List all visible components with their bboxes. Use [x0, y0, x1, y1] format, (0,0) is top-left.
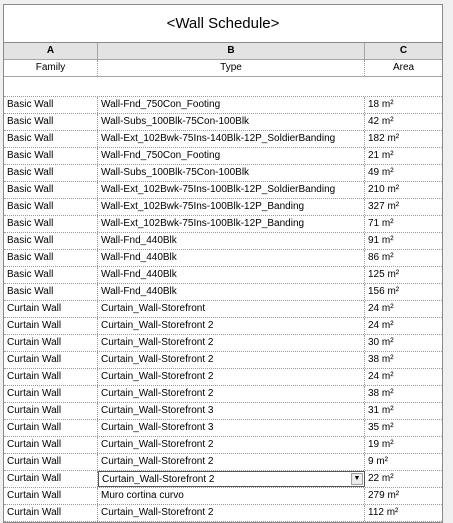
cell-family[interactable]: Curtain Wall	[4, 420, 98, 436]
cell-family[interactable]: Basic Wall	[4, 233, 98, 249]
table-row[interactable]	[4, 97, 442, 114]
table-row[interactable]	[4, 335, 442, 352]
cell-family[interactable]: Basic Wall	[4, 182, 98, 198]
cell-type-label: Curtain_Wall-Storefront 2	[101, 354, 214, 365]
table-row[interactable]	[4, 471, 442, 488]
cell-area[interactable]: 30 m²	[368, 337, 394, 348]
cell-type-label: Wall-Ext_102Bwk-75Ins-100Blk-12P_SoldierBanding	[101, 184, 336, 195]
cell-area[interactable]: 112 m²	[368, 507, 399, 518]
column-letter-c[interactable]: C	[399, 45, 408, 56]
cell-type[interactable]	[98, 97, 365, 113]
table-row[interactable]	[4, 267, 442, 284]
cell-type-label: Curtain_Wall-Storefront 2	[101, 507, 214, 518]
header-spacer-row	[4, 77, 442, 97]
cell-type[interactable]	[98, 131, 365, 147]
column-header-area[interactable]: Area	[392, 62, 415, 73]
cell-type-label: Curtain_Wall-Storefront 2	[101, 439, 214, 450]
cell-type-label: Wall-Fnd_440Blk	[101, 252, 177, 263]
cell-area[interactable]: 279 m²	[368, 490, 400, 501]
cell-family[interactable]: Basic Wall	[4, 131, 98, 147]
cell-type-label: Wall-Fnd_440Blk	[101, 269, 177, 280]
cell-type-label: Wall-Fnd_440Blk	[101, 235, 177, 246]
column-letter-b[interactable]: B	[98, 43, 365, 59]
cell-type[interactable]	[98, 148, 365, 164]
table-row[interactable]	[4, 165, 442, 182]
cell-type-label: Wall-Fnd_440Blk	[101, 286, 177, 297]
wall-schedule-table	[3, 4, 443, 523]
cell-area[interactable]: 49 m²	[368, 167, 394, 178]
cell-area[interactable]: 9 m²	[368, 456, 388, 467]
table-row[interactable]	[4, 148, 442, 165]
column-letter-a[interactable]: A	[4, 43, 98, 59]
cell-family[interactable]: Curtain Wall	[4, 471, 98, 487]
table-row[interactable]	[4, 488, 442, 505]
cell-type[interactable]	[98, 454, 365, 470]
cell-area[interactable]: 125 m²	[368, 269, 400, 280]
table-row[interactable]	[4, 352, 442, 369]
table-row[interactable]	[4, 386, 442, 403]
cell-area[interactable]: 19 m²	[368, 439, 394, 450]
cell-family[interactable]: Basic Wall	[4, 267, 98, 283]
cell-area[interactable]: 38 m²	[368, 388, 394, 399]
cell-type-label: Wall-Ext_102Bwk-75Ins-100Blk-12P_Banding	[101, 218, 305, 229]
cell-type[interactable]	[98, 216, 365, 232]
cell-type-label: Curtain_Wall-Storefront 3	[101, 422, 214, 433]
cell-area[interactable]: 24 m²	[368, 320, 394, 331]
cell-family[interactable]: Basic Wall	[4, 148, 98, 164]
cell-type[interactable]	[98, 505, 365, 521]
cell-family[interactable]: Curtain Wall	[4, 437, 98, 453]
table-row[interactable]	[4, 131, 442, 148]
cell-type-label: Wall-Subs_100Blk-75Con-100Blk	[101, 116, 250, 127]
cell-type[interactable]	[98, 369, 365, 385]
cell-type-label: Curtain_Wall-Storefront 3	[101, 405, 214, 416]
column-name-header	[4, 60, 442, 77]
table-row[interactable]	[4, 505, 442, 522]
table-row[interactable]	[4, 301, 442, 318]
cell-type-label: Curtain_Wall-Storefront 2	[101, 456, 214, 467]
cell-type-label: Curtain_Wall-Storefront 2	[101, 371, 214, 382]
table-row[interactable]	[4, 233, 442, 250]
cell-family[interactable]: Basic Wall	[4, 165, 98, 181]
cell-family[interactable]: Curtain Wall	[4, 369, 98, 385]
cell-area[interactable]: 156 m²	[368, 286, 400, 297]
cell-area[interactable]: 38 m²	[368, 354, 394, 365]
cell-type-label: Wall-Fnd_750Con_Footing	[101, 150, 221, 161]
cell-family[interactable]: Curtain Wall	[4, 403, 98, 419]
table-row[interactable]	[4, 250, 442, 267]
cell-family[interactable]: Curtain Wall	[4, 335, 98, 351]
cell-type[interactable]	[98, 301, 365, 317]
cell-type-label: Curtain_Wall-Storefront 2	[101, 337, 214, 348]
cell-type[interactable]	[98, 284, 365, 300]
table-row[interactable]	[4, 318, 442, 335]
cell-type[interactable]	[98, 182, 365, 198]
cell-type-label: Wall-Subs_100Blk-75Con-100Blk	[101, 167, 250, 178]
table-row[interactable]	[4, 182, 442, 199]
cell-area[interactable]: 21 m²	[368, 150, 394, 161]
cell-area[interactable]: 31 m²	[368, 405, 394, 416]
cell-type-label: Wall-Fnd_750Con_Footing	[101, 99, 221, 110]
table-row[interactable]	[4, 284, 442, 301]
cell-type-label: Wall-Ext_102Bwk-75Ins-140Blk-12P_SoldierBanding	[101, 133, 336, 144]
cell-family[interactable]: Curtain Wall	[4, 318, 98, 334]
cell-type[interactable]	[98, 233, 365, 249]
cell-family[interactable]: Curtain Wall	[4, 386, 98, 402]
table-row[interactable]	[4, 403, 442, 420]
cell-type[interactable]	[98, 437, 365, 453]
cell-area[interactable]: 210 m²	[368, 184, 400, 195]
cell-area[interactable]: 35 m²	[368, 422, 394, 433]
cell-area[interactable]: 22 m²	[368, 473, 394, 484]
table-row[interactable]	[4, 437, 442, 454]
cell-area[interactable]: 42 m²	[368, 116, 394, 127]
table-row[interactable]	[4, 199, 442, 216]
schedule-rows	[4, 97, 442, 522]
cell-type[interactable]	[98, 114, 365, 130]
cell-area[interactable]: 327 m²	[368, 201, 400, 212]
cell-type[interactable]	[98, 199, 365, 215]
schedule-title[interactable]: <Wall Schedule>	[4, 5, 442, 43]
cell-area[interactable]: 24 m²	[368, 371, 394, 382]
cell-type[interactable]	[98, 420, 365, 436]
cell-family[interactable]: Basic Wall	[4, 216, 98, 232]
cell-family[interactable]: Basic Wall	[4, 199, 98, 215]
cell-family[interactable]: Basic Wall	[4, 250, 98, 266]
table-row[interactable]	[4, 114, 442, 131]
cell-type[interactable]	[98, 250, 365, 266]
cell-family[interactable]: Basic Wall	[4, 114, 98, 130]
cell-type-label: Muro cortina curvo	[101, 490, 184, 501]
cell-type[interactable]	[98, 403, 365, 419]
cell-type[interactable]	[98, 267, 365, 283]
cell-type-label: Curtain_Wall-Storefront	[101, 303, 206, 314]
cell-type[interactable]	[98, 335, 365, 351]
cell-area[interactable]: 86 m²	[368, 252, 394, 263]
table-row[interactable]	[4, 420, 442, 437]
cell-family[interactable]: Curtain Wall	[4, 301, 98, 317]
cell-area[interactable]: 24 m²	[368, 303, 394, 314]
cell-type[interactable]	[98, 318, 365, 334]
cell-type-label: Wall-Ext_102Bwk-75Ins-100Blk-12P_Banding	[101, 201, 305, 212]
table-row[interactable]	[4, 454, 442, 471]
cell-area[interactable]: 182 m²	[368, 133, 400, 144]
column-letter-header	[4, 43, 442, 60]
cell-area[interactable]: 71 m²	[368, 218, 394, 229]
cell-type-label: Curtain_Wall-Storefront 2	[101, 388, 214, 399]
cell-type[interactable]	[98, 165, 365, 181]
column-header-family[interactable]: Family	[4, 60, 98, 76]
cell-type-label: Curtain_Wall-Storefront 2	[102, 474, 215, 485]
cell-family[interactable]: Curtain Wall	[4, 505, 98, 521]
cell-type[interactable]	[98, 352, 365, 368]
cell-area[interactable]: 18 m²	[368, 99, 394, 110]
cell-family[interactable]: Basic Wall	[4, 97, 98, 113]
cell-family[interactable]: Curtain Wall	[4, 352, 98, 368]
cell-type-label: Curtain_Wall-Storefront 2	[101, 320, 214, 331]
table-row[interactable]	[4, 369, 442, 386]
cell-family[interactable]: Curtain Wall	[4, 454, 98, 470]
chevron-down-icon[interactable]: ▼	[351, 473, 363, 485]
cell-type-dropdown[interactable]	[98, 471, 365, 487]
cell-family[interactable]: Curtain Wall	[4, 488, 98, 504]
cell-family[interactable]: Basic Wall	[4, 284, 98, 300]
cell-area[interactable]: 91 m²	[368, 235, 394, 246]
column-header-type[interactable]: Type	[98, 60, 365, 76]
cell-type[interactable]	[98, 386, 365, 402]
table-row[interactable]	[4, 216, 442, 233]
